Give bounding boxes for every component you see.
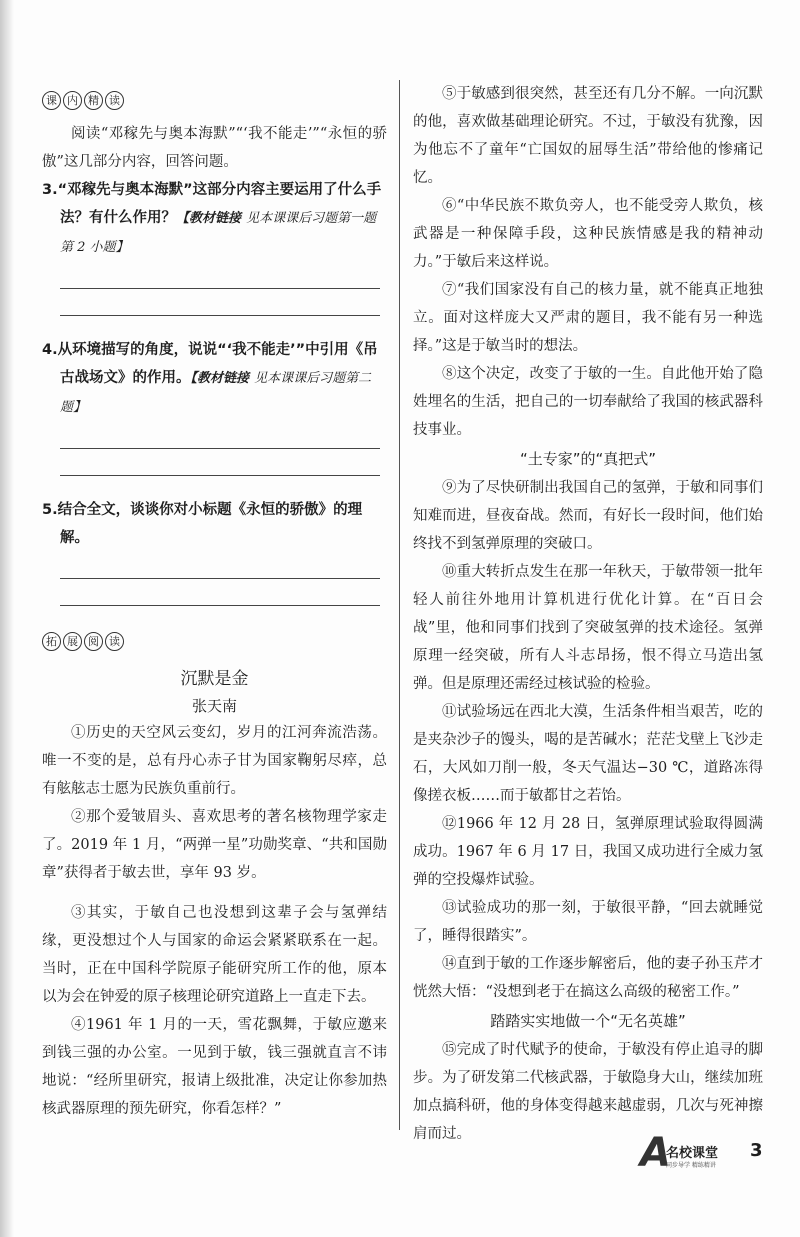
- tag-char: 内: [63, 91, 82, 110]
- page-number: 3: [750, 1140, 763, 1161]
- tag-char: 拓: [42, 632, 61, 651]
- answer-line[interactable]: [60, 605, 380, 606]
- logo-subtitle: 同步导学 精练精讲: [666, 1162, 716, 1169]
- section-tag-intensive-reading: [42, 91, 124, 110]
- right-column: [413, 80, 763, 1148]
- article-paragraph: ⑨为了尽快研制出我国自己的氢弹，于敏和同事们知难而进，昼夜奋战。然而，有好长一段时间，他们始终找不到氢弹原理的突破口。: [413, 480, 763, 552]
- article-paragraph: ⑬试验成功的那一刻，于敏很平静，“回去就睡觉了，睡得很踏实”。: [413, 900, 763, 944]
- question-3: [42, 176, 387, 316]
- article-paragraph: ⑥“中华民族不欺负旁人，也不能受旁人欺负，核武器是一种保障手段，这种民族情感是我的精神动力。”于敏后来这样说。: [413, 198, 763, 270]
- article-author: 张天南: [191, 697, 237, 715]
- publisher-logo: [640, 1130, 719, 1176]
- article-paragraph: ①历史的天空风云变幻，岁月的江河奔流浩荡。唯一不变的是，总有丹心赤子甘为国家鞠躬尽瘁，总有舷舷志士愿为民族负重前行。: [42, 725, 387, 797]
- logo-letter-icon: A: [640, 1130, 671, 1176]
- tag-char: 阅: [84, 632, 103, 651]
- question-4: [42, 336, 387, 476]
- article-title: 沉默是金: [180, 669, 249, 689]
- tag-char: 展: [63, 632, 82, 651]
- article-paragraph: ⑩重大转折点发生在那一年秋天，于敏带领一批年轻人前往外地用计算机进行优化计算。在“百日会战”里，他和同事们找到了突破氢弹的技术途径。氢弹原理一经突破，所有人斗志昂扬，恨不得立马造出氢弹。但是原理还需经过核试验的检验。: [413, 564, 763, 692]
- section-tag-extended-reading: [42, 632, 124, 651]
- column-divider: [399, 80, 400, 1130]
- tag-char: 读: [105, 91, 124, 110]
- article-paragraph: ⑫1966 年 12 月 28 日，氢弹原理试验取得圆满成功。1967 年 6 月 17 日，我国又成功进行全威力氢弹的空投爆炸试验。: [413, 816, 763, 888]
- article-subheading: “土专家”的“真把式”: [519, 450, 657, 468]
- answer-line[interactable]: [60, 475, 380, 476]
- article-paragraph: ⑪试验场远在西北大漠，生活条件相当艰苦，吃的是夹杂沙子的馒头，喝的是苦碱水；茫茫戈壁上飞沙走石，大风如刀削一般，冬天气温达−30 ℃，道路冻得像搓衣板……而于敏都甘之若饴。: [413, 704, 763, 804]
- question-text: 3.“邓稼先与奥本海默”这部分内容主要运用了什么手法？有什么作用？【教材链接 见本课课后习题第一题第 2 小题】: [42, 182, 382, 255]
- question-text: 5.结合全文，谈谈你对小标题《永恒的骄傲》的理解。: [42, 502, 363, 546]
- logo-brand: 名校课堂: [666, 1146, 719, 1161]
- article-paragraph: ④1961 年 1 月的一天，雪花飘舞，于敏应邀来到钱三强的办公室。一见到于敏，钱三强就直言不讳地说：“经所里研究，报请上级批准，决定让你参加热核武器原理的预先研究，你看怎样？”: [42, 1017, 387, 1117]
- left-column: [42, 85, 387, 1123]
- article-paragraph: ⑤于敏感到很突然，甚至还有几分不解。一向沉默的他，喜欢做基础理论研究。不过，于敏没有犹豫，因为他忘不了童年“亡国奴的屈辱生活”带给他的惨痛记忆。: [413, 86, 763, 186]
- article-subheading: 踏踏实实地做一个“无名英雄”: [490, 1012, 686, 1030]
- question-5: [42, 496, 387, 606]
- article-paragraph: ②那个爱皱眉头、喜欢思考的著名核物理学家走了。2019 年 1 月，“两弹一星”功勋奖章、“共和国勋章”获得者于敏去世，享年 93 岁。: [42, 809, 387, 881]
- answer-line[interactable]: [60, 448, 380, 449]
- answer-line[interactable]: [60, 578, 380, 579]
- answer-line[interactable]: [60, 288, 380, 289]
- tag-char: 课: [42, 91, 61, 110]
- reading-instruction: 阅读“邓稼先与奥本海默”“‘我不能走’”“永恒的骄傲”这几部分内容，回答问题。: [42, 126, 387, 170]
- article-paragraph: ⑭直到于敏的工作逐步解密后，他的妻子孙玉芹才恍然大悟：“没想到老于在搞这么高级的秘密工作。”: [413, 956, 763, 1000]
- answer-line[interactable]: [60, 315, 380, 316]
- question-text: 4.从环境描写的角度，说说“‘我不能走’”中引用《吊古战场文》的作用。【教材链接 见本课课后习题第二题】: [42, 342, 378, 415]
- article-paragraph: ⑧这个决定，改变了于敏的一生。自此他开始了隐姓埋名的生活，把自己的一切奉献给了我国的核武器科技事业。: [413, 366, 763, 438]
- tag-char: 精: [84, 91, 103, 110]
- article-paragraph: ⑮完成了时代赋予的使命，于敏没有停止追寻的脚步。为了研发第二代核武器，于敏隐身大山，继续加班加点搞科研，他的身体变得越来越虚弱，几次与死神擦肩而过。: [413, 1042, 763, 1142]
- article-paragraph: ③其实，于敏自己也没想到这辈子会与氢弹结缘，更没想过个人与国家的命运会紧紧联系在一起。当时，正在中国科学院原子能研究所工作的他，原本以为会在钟爱的原子核理论研究道路上一直走下去。: [42, 905, 387, 1005]
- page-edge-shadow: [0, 0, 14, 1237]
- article-paragraph: ⑦“我们国家没有自己的核力量，就不能真正地独立。面对这样庞大又严肃的题目，我不能有另一种选择。”这是于敏当时的想法。: [413, 282, 763, 354]
- tag-char: 读: [105, 632, 124, 651]
